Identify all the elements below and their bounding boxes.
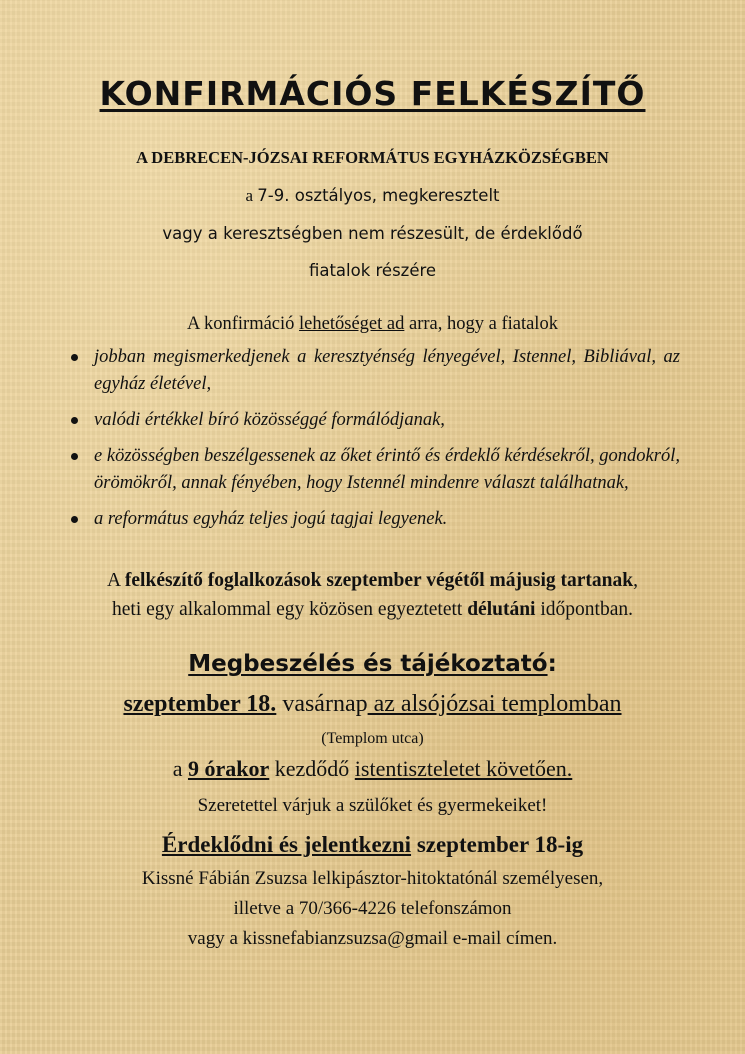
meeting-service: istentiszteletet követően. (354, 756, 573, 781)
schedule-bold: délutáni (467, 599, 536, 620)
schedule-text: heti egy alkalommal egy közösen egyeztetett (112, 599, 468, 620)
apply-line (0, 832, 745, 858)
audience-line-2: vagy a keresztségben nem részesült, de érdeklődő (162, 224, 583, 243)
intro-paragraph (0, 314, 745, 335)
apply-underlined: Érdeklődni és jelentkezni (161, 832, 412, 857)
meeting-colon: : (547, 651, 557, 677)
schedule-bold: felkészítő foglalkozások szeptember végétől májusig tartanak (124, 570, 634, 591)
goals-list (68, 344, 680, 542)
audience-prefix: a (245, 186, 258, 205)
contact-line-2: illetve a 70/366-4226 telefonszámon (233, 898, 512, 919)
intro-text-2: arra, hogy a fiatalok (404, 314, 558, 334)
time-prefix: a (172, 756, 188, 781)
meeting-date-line (0, 691, 745, 718)
contact-line-3: vagy a kissnefabianzsuzsa@gmail e-mail címen. (187, 928, 558, 949)
schedule-text: , (633, 570, 638, 591)
schedule-text: időpontban. (535, 599, 633, 620)
meeting-date: szeptember 18. (123, 691, 277, 717)
contact-line-1: Kissné Fábián Zsuzsa lelkipásztor-hitoktatónál személyesen, (141, 868, 604, 889)
intro-text-1: A konfirmáció (187, 314, 300, 334)
schedule-line-2 (0, 599, 745, 621)
meeting-place: az alsójózsai templomban (367, 691, 622, 717)
meeting-heading-text: Megbeszélés és tájékoztató (188, 651, 548, 677)
list-item: e közösségben beszélgessenek az őket érintő és érdeklő kérdésekről, gondokról, örömökről, annak fényében, hogy Istennél mindenre választ találhatnak, (68, 443, 680, 497)
meeting-time-line (0, 756, 745, 782)
list-item: jobban megismerkedjenek a keresztyénség lényegével, Istennel, Bibliával, az egyház életével, (68, 344, 680, 398)
meeting-day: vasárnap (276, 691, 368, 717)
page-title: KONFIRMÁCIÓS FELKÉSZÍTŐ (99, 74, 646, 113)
list-item: a református egyház teljes jogú tagjai legyenek. (68, 506, 680, 533)
welcome-text: Szeretettel várjuk a szülőket és gyermekeiket! (197, 795, 548, 816)
audience-line-1 (0, 186, 745, 206)
time-mid: kezdődő (269, 756, 355, 781)
meeting-time: 9 órakor (187, 756, 270, 781)
audience-line-3: fiatalok részére (308, 261, 437, 280)
meeting-street: (Templom utca) (321, 730, 424, 747)
meeting-heading (0, 651, 745, 677)
apply-deadline: szeptember 18-ig (411, 832, 584, 857)
schedule-text: A (107, 570, 125, 591)
list-item: valódi értékkel bíró közösséggé formálódjanak, (68, 407, 680, 434)
intro-underlined: lehetőséget ad (299, 314, 405, 334)
audience-grades: 7-9. osztályos, megkeresztelt (257, 186, 500, 205)
subtitle: A DEBRECEN-JÓZSAI REFORMÁTUS EGYHÁZKÖZSÉGBEN (136, 148, 609, 167)
schedule-line-1 (0, 570, 745, 592)
